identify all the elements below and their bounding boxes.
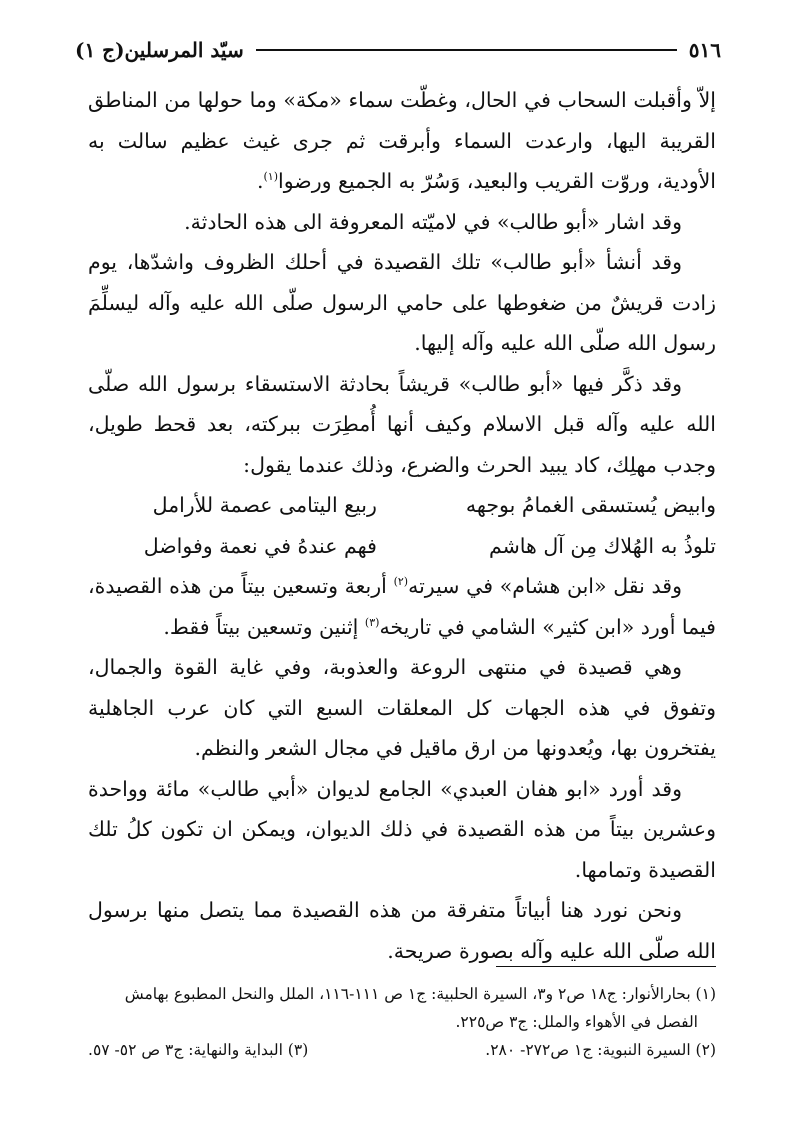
verse-second-hemistich: فهم عندهُ في نعمة وفواضل bbox=[143, 533, 377, 558]
footnote-separator bbox=[496, 966, 716, 967]
footnote-ref: (١) bbox=[263, 170, 279, 184]
paragraph: وقد ذكَّر فيها «أبو طالب» قريشاً بحادثة الاستسقاء برسول الله صلّى الله عليه وآله قبل الاسلام وكيف أنها أُمطِرَت ببركته، بعد قحط طويل، وجدب مهلِك، كاد يبيد الحرث والضرع، وذلك عندما يقول: bbox=[88, 371, 716, 477]
paragraph: إلاّ وأقبلت السحاب في الحال، وغطّت سماء «مكة» وما حولها من المناطق القريبة اليها، وارعدت السماء وأبرقت ثم جرى غيث عظيم سالت به الأودية، وروّت القريب والبعيد، وَسُرّ به الجميع ورضوا$^{(١)}$. bbox=[88, 88, 716, 193]
footnotes bbox=[88, 980, 716, 1064]
page-header bbox=[75, 30, 721, 70]
footnote-ref: (٢) bbox=[393, 575, 409, 589]
paragraph: وقد أنشأ «أبو طالب» تلك القصيدة في أحلك الظروف واشدّها، يوم زادت قريشٌ من ضغوطها على حامي الرسول صلّى الله عليه وآله ليسلِّمَ رسول الله صلّى الله عليه وآله إليها. bbox=[88, 250, 716, 355]
footnote-row bbox=[88, 1036, 716, 1064]
verse-second-hemistich: ربيع اليتامى عصمة للأرامل bbox=[152, 493, 377, 517]
footnote-1: (١) بحارالأنوار: ج١٨ ص٢ و٣، السيرة الحلبية: ج١ ص ١١١-١١٦، الملل والنحل المطبوع بهامش bbox=[124, 985, 716, 1003]
header-rule bbox=[256, 49, 677, 51]
footnote-3: (٣) البداية والنهاية: ج٣ ص ٥٢- ٥٧. bbox=[88, 1041, 309, 1059]
paragraph: ونحن نورد هنا أبياتاً متفرقة من هذه القصيدة مما يتصل منها برسول الله صلّى الله عليه وآله بصورة صريحة. bbox=[88, 898, 716, 963]
main-text bbox=[88, 80, 716, 971]
verse-first-hemistich: وابيض يُستسقى الغمامُ بوجهه bbox=[465, 493, 716, 517]
footnote-1-continuation: الفصل في الأهواء والملل: ج٣ ص٢٢٥. bbox=[455, 1013, 698, 1031]
footnote-2: (٢) السيرة النبوية: ج١ ص٢٧٢- ٢٨٠. bbox=[485, 1041, 716, 1059]
footnote-ref: (٣) bbox=[364, 615, 380, 629]
verse-line bbox=[88, 485, 716, 526]
page-number: ٥١٦ bbox=[688, 38, 721, 62]
paragraph: وقد أورد «ابو هفان العبدي» الجامع لديوان «أبي طالب» مائة وواحدة وعشرين بيتاً من هذه القصيدة في ذلك الديوان، ويمكن ان تكون كلُ تلك القصيدة وتمامها. bbox=[88, 776, 716, 882]
paragraph: وهي قصيدة في منتهى الروعة والعذوبة، وفي غاية القوة والجمال، وتفوق في هذه الجهات كل المعلقات السبع التي كان عرب الجاهلية يفتخرون بها، ويُعدونها من ارق ماقيل في مجال الشعر والنظم. bbox=[88, 655, 716, 760]
paragraph: وقد نقل «ابن هشام» في سيرته$^{(٢)}$ أربعة وتسعين بيتاً من هذه القصيدة، فيما أورد «ابن كثير» الشامي في تاريخه$^{(٣)}$ إثنين وتسعين بيتاً فقط. bbox=[88, 574, 716, 639]
running-title: سيّد المرسلين(ج ١) bbox=[75, 38, 244, 62]
verse-first-hemistich: تلوذُ به الهُلاك مِن آل هاشم bbox=[488, 533, 716, 558]
paragraph: وقد اشار «أبو طالب» في لاميّته المعروفة الى هذه الحادثة. bbox=[184, 209, 682, 234]
verse-line bbox=[88, 526, 716, 567]
